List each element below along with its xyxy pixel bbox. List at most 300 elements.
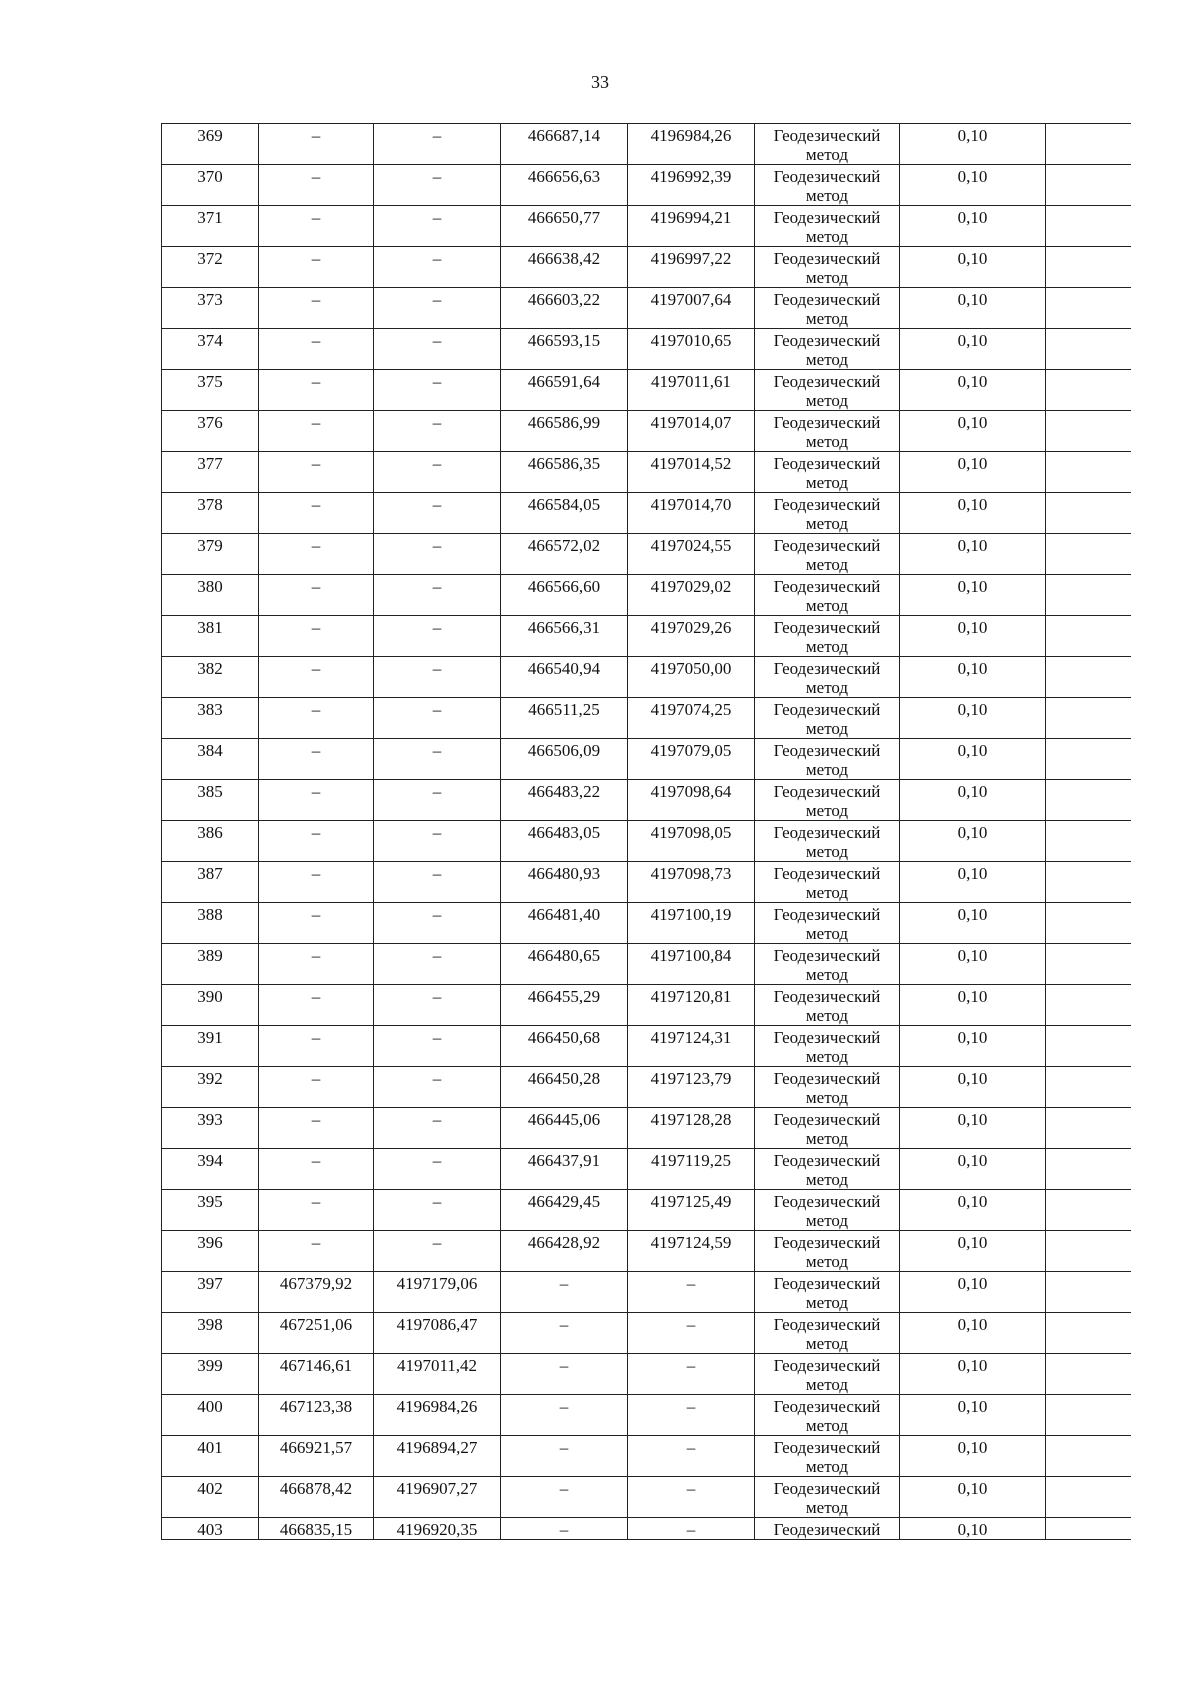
description-cell <box>1046 985 1131 1026</box>
page-number: 33 <box>591 72 609 92</box>
table-row <box>162 780 1131 821</box>
existing-x-cell: – <box>259 1026 374 1067</box>
new-x-cell: 466584,05 <box>501 493 628 534</box>
method-cell <box>755 821 900 862</box>
existing-x-cell: – <box>259 821 374 862</box>
method-cell <box>755 575 900 616</box>
existing-x-cell: – <box>259 124 374 165</box>
point-number-cell: 380 <box>162 575 259 616</box>
new-y-cell: – <box>628 1354 755 1395</box>
existing-y-cell: – <box>374 657 501 698</box>
table-row <box>162 1272 1131 1313</box>
point-number-cell: 371 <box>162 206 259 247</box>
existing-y-cell: – <box>374 534 501 575</box>
new-x-cell: 466586,99 <box>501 411 628 452</box>
new-y-cell: – <box>628 1436 755 1477</box>
description-cell <box>1046 206 1131 247</box>
existing-y-cell: – <box>374 1108 501 1149</box>
new-x-cell: 466483,05 <box>501 821 628 862</box>
existing-x-cell: – <box>259 657 374 698</box>
point-number-cell: 394 <box>162 1149 259 1190</box>
accuracy-cell: 0,10 <box>900 1354 1046 1395</box>
method-line-1: Геодезический <box>773 946 881 965</box>
method-line-1: Геодезический <box>773 700 881 719</box>
table-row <box>162 657 1131 698</box>
existing-x-cell: – <box>259 329 374 370</box>
description-cell <box>1046 698 1131 739</box>
accuracy-cell: 0,10 <box>900 698 1046 739</box>
existing-y-cell: – <box>374 411 501 452</box>
accuracy-cell: 0,10 <box>900 1313 1046 1354</box>
table-body <box>162 124 1131 1540</box>
new-y-cell: 4197010,65 <box>628 329 755 370</box>
new-y-cell: 4197079,05 <box>628 739 755 780</box>
new-y-cell: 4197098,73 <box>628 862 755 903</box>
table-row <box>162 1026 1131 1067</box>
table-row <box>162 247 1131 288</box>
new-x-cell: 466603,22 <box>501 288 628 329</box>
new-y-cell: 4196984,26 <box>628 124 755 165</box>
method-line-1: Геодезический <box>773 1151 881 1170</box>
existing-x-cell: – <box>259 370 374 411</box>
description-cell <box>1046 862 1131 903</box>
table-row <box>162 165 1131 206</box>
description-cell <box>1046 1149 1131 1190</box>
method-line-2: метод <box>805 391 849 410</box>
method-line-1: Геодезический <box>773 1233 881 1252</box>
existing-x-cell: – <box>259 206 374 247</box>
method-cell <box>755 985 900 1026</box>
new-y-cell: – <box>628 1518 755 1540</box>
new-y-cell: 4197014,70 <box>628 493 755 534</box>
existing-x-cell: – <box>259 862 374 903</box>
existing-y-cell: – <box>374 124 501 165</box>
existing-y-cell: – <box>374 493 501 534</box>
point-number-cell: 370 <box>162 165 259 206</box>
point-number-cell: 374 <box>162 329 259 370</box>
description-cell <box>1046 1395 1131 1436</box>
point-number-cell: 379 <box>162 534 259 575</box>
accuracy-cell: 0,10 <box>900 1067 1046 1108</box>
existing-x-cell: – <box>259 944 374 985</box>
existing-y-cell: – <box>374 780 501 821</box>
method-cell <box>755 862 900 903</box>
table-row <box>162 739 1131 780</box>
description-cell <box>1046 1518 1131 1540</box>
method-line-1: Геодезический <box>773 782 881 801</box>
existing-x-cell: – <box>259 903 374 944</box>
new-x-cell: 466650,77 <box>501 206 628 247</box>
description-cell <box>1046 1026 1131 1067</box>
accuracy-cell: 0,10 <box>900 534 1046 575</box>
method-line-2: метод <box>805 1211 849 1230</box>
new-x-cell: 466480,65 <box>501 944 628 985</box>
method-line-2: метод <box>805 555 849 574</box>
accuracy-cell: 0,10 <box>900 1026 1046 1067</box>
new-y-cell: 4197100,19 <box>628 903 755 944</box>
method-cell <box>755 452 900 493</box>
existing-y-cell: – <box>374 370 501 411</box>
point-number-cell: 389 <box>162 944 259 985</box>
method-line-2: метод <box>805 801 849 820</box>
description-cell <box>1046 1190 1131 1231</box>
existing-y-cell: – <box>374 821 501 862</box>
new-x-cell: – <box>501 1354 628 1395</box>
description-cell <box>1046 329 1131 370</box>
method-line-2: метод <box>805 350 849 369</box>
point-number-cell: 381 <box>162 616 259 657</box>
description-cell <box>1046 370 1131 411</box>
method-line-1: Геодезический <box>773 126 881 145</box>
existing-y-cell: – <box>374 452 501 493</box>
existing-y-cell: – <box>374 1026 501 1067</box>
method-cell <box>755 1272 900 1313</box>
new-y-cell: 4197120,81 <box>628 985 755 1026</box>
description-cell <box>1046 903 1131 944</box>
method-cell <box>755 903 900 944</box>
method-line-1: Геодезический <box>773 987 881 1006</box>
method-line-1: Геодезический <box>773 659 881 678</box>
method-line-1: Геодезический <box>773 413 881 432</box>
accuracy-cell: 0,10 <box>900 1149 1046 1190</box>
description-cell <box>1046 1231 1131 1272</box>
existing-y-cell: 4196984,26 <box>374 1395 501 1436</box>
new-x-cell: – <box>501 1436 628 1477</box>
table-row <box>162 944 1131 985</box>
point-number-cell: 395 <box>162 1190 259 1231</box>
method-line-1: Геодезический <box>773 905 881 924</box>
method-line-2: метод <box>805 1088 849 1107</box>
method-cell <box>755 1436 900 1477</box>
existing-x-cell: 466835,15 <box>259 1518 374 1540</box>
existing-x-cell: – <box>259 1108 374 1149</box>
description-cell <box>1046 739 1131 780</box>
existing-x-cell: – <box>259 1067 374 1108</box>
point-number-cell: 403 <box>162 1518 259 1540</box>
method-cell <box>755 165 900 206</box>
point-number-cell: 378 <box>162 493 259 534</box>
existing-x-cell: – <box>259 534 374 575</box>
accuracy-cell: 0,10 <box>900 370 1046 411</box>
point-number-cell: 398 <box>162 1313 259 1354</box>
table-row <box>162 1477 1131 1518</box>
method-line-1: Геодезический <box>773 249 881 268</box>
point-number-cell: 383 <box>162 698 259 739</box>
new-y-cell: 4197014,52 <box>628 452 755 493</box>
method-line-2: метод <box>805 1252 849 1271</box>
point-number-cell: 391 <box>162 1026 259 1067</box>
description-cell <box>1046 780 1131 821</box>
point-number-cell: 385 <box>162 780 259 821</box>
new-y-cell: 4196997,22 <box>628 247 755 288</box>
method-cell <box>755 1395 900 1436</box>
table-row <box>162 206 1131 247</box>
table-row <box>162 288 1131 329</box>
description-cell <box>1046 124 1131 165</box>
method-line-1: Геодезический <box>773 1274 881 1293</box>
description-cell <box>1046 1108 1131 1149</box>
existing-y-cell: – <box>374 862 501 903</box>
existing-x-cell: 466878,42 <box>259 1477 374 1518</box>
description-cell <box>1046 534 1131 575</box>
method-cell <box>755 1149 900 1190</box>
accuracy-cell: 0,10 <box>900 452 1046 493</box>
new-x-cell: 466591,64 <box>501 370 628 411</box>
new-y-cell: 4197124,59 <box>628 1231 755 1272</box>
accuracy-cell: 0,10 <box>900 411 1046 452</box>
accuracy-cell: 0,10 <box>900 657 1046 698</box>
description-cell <box>1046 1354 1131 1395</box>
table-row <box>162 124 1131 165</box>
point-number-cell: 375 <box>162 370 259 411</box>
method-cell <box>755 698 900 739</box>
point-number-cell: 369 <box>162 124 259 165</box>
accuracy-cell: 0,10 <box>900 247 1046 288</box>
existing-y-cell: 4196894,27 <box>374 1436 501 1477</box>
point-number-cell: 384 <box>162 739 259 780</box>
table-row <box>162 329 1131 370</box>
existing-y-cell: – <box>374 329 501 370</box>
method-cell <box>755 288 900 329</box>
existing-y-cell: – <box>374 206 501 247</box>
accuracy-cell: 0,10 <box>900 944 1046 985</box>
point-number-cell: 386 <box>162 821 259 862</box>
table-row <box>162 1067 1131 1108</box>
new-y-cell: 4197014,07 <box>628 411 755 452</box>
existing-x-cell: – <box>259 1231 374 1272</box>
method-line-1: Геодезический <box>773 1069 881 1088</box>
new-x-cell: 466437,91 <box>501 1149 628 1190</box>
table-row <box>162 1313 1131 1354</box>
new-x-cell: 466593,15 <box>501 329 628 370</box>
existing-y-cell: – <box>374 288 501 329</box>
point-number-cell: 392 <box>162 1067 259 1108</box>
existing-x-cell: – <box>259 165 374 206</box>
existing-x-cell: 467146,61 <box>259 1354 374 1395</box>
new-x-cell: 466483,22 <box>501 780 628 821</box>
method-cell <box>755 1026 900 1067</box>
accuracy-cell: 0,10 <box>900 616 1046 657</box>
existing-y-cell: – <box>374 165 501 206</box>
method-line-2: метод <box>805 1375 849 1394</box>
method-line-1: Геодезический <box>773 1397 881 1416</box>
accuracy-cell: 0,10 <box>900 206 1046 247</box>
table-row <box>162 1108 1131 1149</box>
existing-x-cell: – <box>259 575 374 616</box>
point-number-cell: 373 <box>162 288 259 329</box>
description-cell <box>1046 411 1131 452</box>
method-cell <box>755 739 900 780</box>
new-x-cell: 466480,93 <box>501 862 628 903</box>
new-y-cell: – <box>628 1313 755 1354</box>
point-number-cell: 390 <box>162 985 259 1026</box>
existing-x-cell: 466921,57 <box>259 1436 374 1477</box>
description-cell <box>1046 165 1131 206</box>
existing-x-cell: – <box>259 411 374 452</box>
accuracy-cell: 0,10 <box>900 575 1046 616</box>
accuracy-cell: 0,10 <box>900 288 1046 329</box>
description-cell <box>1046 944 1131 985</box>
method-line-2: метод <box>805 1293 849 1312</box>
accuracy-cell: 0,10 <box>900 1108 1046 1149</box>
existing-x-cell: – <box>259 739 374 780</box>
table-row <box>162 534 1131 575</box>
method-line-2: метод <box>805 1170 849 1189</box>
existing-x-cell: – <box>259 698 374 739</box>
method-line-2: метод <box>805 719 849 738</box>
method-line-2: метод <box>805 1047 849 1066</box>
method-line-1: Геодезический <box>773 331 881 350</box>
new-x-cell: 466429,45 <box>501 1190 628 1231</box>
method-cell <box>755 1067 900 1108</box>
point-number-cell: 377 <box>162 452 259 493</box>
method-line-1: Геодезический <box>773 290 881 309</box>
description-cell <box>1046 288 1131 329</box>
accuracy-cell: 0,10 <box>900 821 1046 862</box>
point-number-cell: 399 <box>162 1354 259 1395</box>
accuracy-cell: 0,10 <box>900 165 1046 206</box>
accuracy-cell: 0,10 <box>900 1190 1046 1231</box>
new-y-cell: 4197098,05 <box>628 821 755 862</box>
accuracy-cell: 0,10 <box>900 985 1046 1026</box>
new-x-cell: 466586,35 <box>501 452 628 493</box>
method-line-2: метод <box>805 268 849 287</box>
table-row <box>162 862 1131 903</box>
accuracy-cell: 0,10 <box>900 903 1046 944</box>
method-cell <box>755 493 900 534</box>
existing-y-cell: – <box>374 247 501 288</box>
method-line-1: Геодезический <box>773 1520 881 1539</box>
point-number-cell: 372 <box>162 247 259 288</box>
method-line-2: метод <box>805 1416 849 1435</box>
method-line-1: Геодезический <box>773 167 881 186</box>
method-line-1: Геодезический <box>773 1192 881 1211</box>
new-y-cell: 4197007,64 <box>628 288 755 329</box>
point-number-cell: 382 <box>162 657 259 698</box>
method-cell <box>755 657 900 698</box>
accuracy-cell: 0,10 <box>900 780 1046 821</box>
method-cell <box>755 411 900 452</box>
method-line-2: метод <box>805 1006 849 1025</box>
method-line-2: метод <box>805 309 849 328</box>
new-x-cell: 466656,63 <box>501 165 628 206</box>
existing-y-cell: – <box>374 944 501 985</box>
description-cell <box>1046 1477 1131 1518</box>
accuracy-cell: 0,10 <box>900 1395 1046 1436</box>
existing-x-cell: – <box>259 1149 374 1190</box>
table-row <box>162 616 1131 657</box>
method-cell <box>755 124 900 165</box>
method-line-2: метод <box>805 186 849 205</box>
new-x-cell: 466511,25 <box>501 698 628 739</box>
accuracy-cell: 0,10 <box>900 1272 1046 1313</box>
method-line-1: Геодезический <box>773 372 881 391</box>
new-x-cell: 466638,42 <box>501 247 628 288</box>
accuracy-cell: 0,10 <box>900 1231 1046 1272</box>
new-y-cell: – <box>628 1272 755 1313</box>
new-x-cell: – <box>501 1272 628 1313</box>
existing-y-cell: – <box>374 903 501 944</box>
description-cell <box>1046 1067 1131 1108</box>
point-number-cell: 400 <box>162 1395 259 1436</box>
new-y-cell: 4197029,02 <box>628 575 755 616</box>
new-y-cell: 4197024,55 <box>628 534 755 575</box>
existing-x-cell: – <box>259 616 374 657</box>
existing-x-cell: 467251,06 <box>259 1313 374 1354</box>
table-row <box>162 370 1131 411</box>
method-line-2: метод <box>805 678 849 697</box>
new-x-cell: – <box>501 1313 628 1354</box>
method-cell <box>755 1190 900 1231</box>
method-line-2: метод <box>805 760 849 779</box>
new-x-cell: 466506,09 <box>501 739 628 780</box>
existing-y-cell: – <box>374 985 501 1026</box>
existing-y-cell: 4197179,06 <box>374 1272 501 1313</box>
method-line-1: Геодезический <box>773 864 881 883</box>
method-line-2: метод <box>805 1498 849 1517</box>
description-cell <box>1046 575 1131 616</box>
existing-y-cell: – <box>374 575 501 616</box>
new-y-cell: 4197011,61 <box>628 370 755 411</box>
method-line-1: Геодезический <box>773 1110 881 1129</box>
method-line-2: метод <box>805 965 849 984</box>
existing-y-cell: – <box>374 739 501 780</box>
point-number-cell: 393 <box>162 1108 259 1149</box>
accuracy-cell: 0,10 <box>900 124 1046 165</box>
method-line-1: Геодезический <box>773 823 881 842</box>
method-cell <box>755 780 900 821</box>
existing-x-cell: 467123,38 <box>259 1395 374 1436</box>
method-line-2: метод <box>805 1457 849 1476</box>
method-cell <box>755 1108 900 1149</box>
new-x-cell: 466566,31 <box>501 616 628 657</box>
method-line-2: метод <box>805 473 849 492</box>
new-x-cell: 466450,68 <box>501 1026 628 1067</box>
method-line-1: Геодезический <box>773 1356 881 1375</box>
table-row <box>162 411 1131 452</box>
table-row <box>162 1395 1131 1436</box>
method-cell <box>755 1518 900 1540</box>
description-cell <box>1046 616 1131 657</box>
new-x-cell: 466687,14 <box>501 124 628 165</box>
description-cell <box>1046 821 1131 862</box>
new-y-cell: – <box>628 1477 755 1518</box>
method-cell <box>755 1231 900 1272</box>
method-cell <box>755 370 900 411</box>
new-x-cell: – <box>501 1395 628 1436</box>
accuracy-cell: 0,10 <box>900 493 1046 534</box>
existing-y-cell: 4197011,42 <box>374 1354 501 1395</box>
table-row <box>162 493 1131 534</box>
method-cell <box>755 206 900 247</box>
new-x-cell: 466566,60 <box>501 575 628 616</box>
new-y-cell: 4196994,21 <box>628 206 755 247</box>
method-cell <box>755 329 900 370</box>
method-line-2: метод <box>805 432 849 451</box>
new-y-cell: 4197098,64 <box>628 780 755 821</box>
new-y-cell: 4197125,49 <box>628 1190 755 1231</box>
new-x-cell: 466481,40 <box>501 903 628 944</box>
point-number-cell: 376 <box>162 411 259 452</box>
method-line-1: Геодезический <box>773 741 881 760</box>
new-x-cell: 466572,02 <box>501 534 628 575</box>
method-cell <box>755 247 900 288</box>
new-x-cell: 466450,28 <box>501 1067 628 1108</box>
method-line-1: Геодезический <box>773 1028 881 1047</box>
table-row <box>162 1231 1131 1272</box>
new-y-cell: – <box>628 1395 755 1436</box>
method-line-1: Геодезический <box>773 536 881 555</box>
